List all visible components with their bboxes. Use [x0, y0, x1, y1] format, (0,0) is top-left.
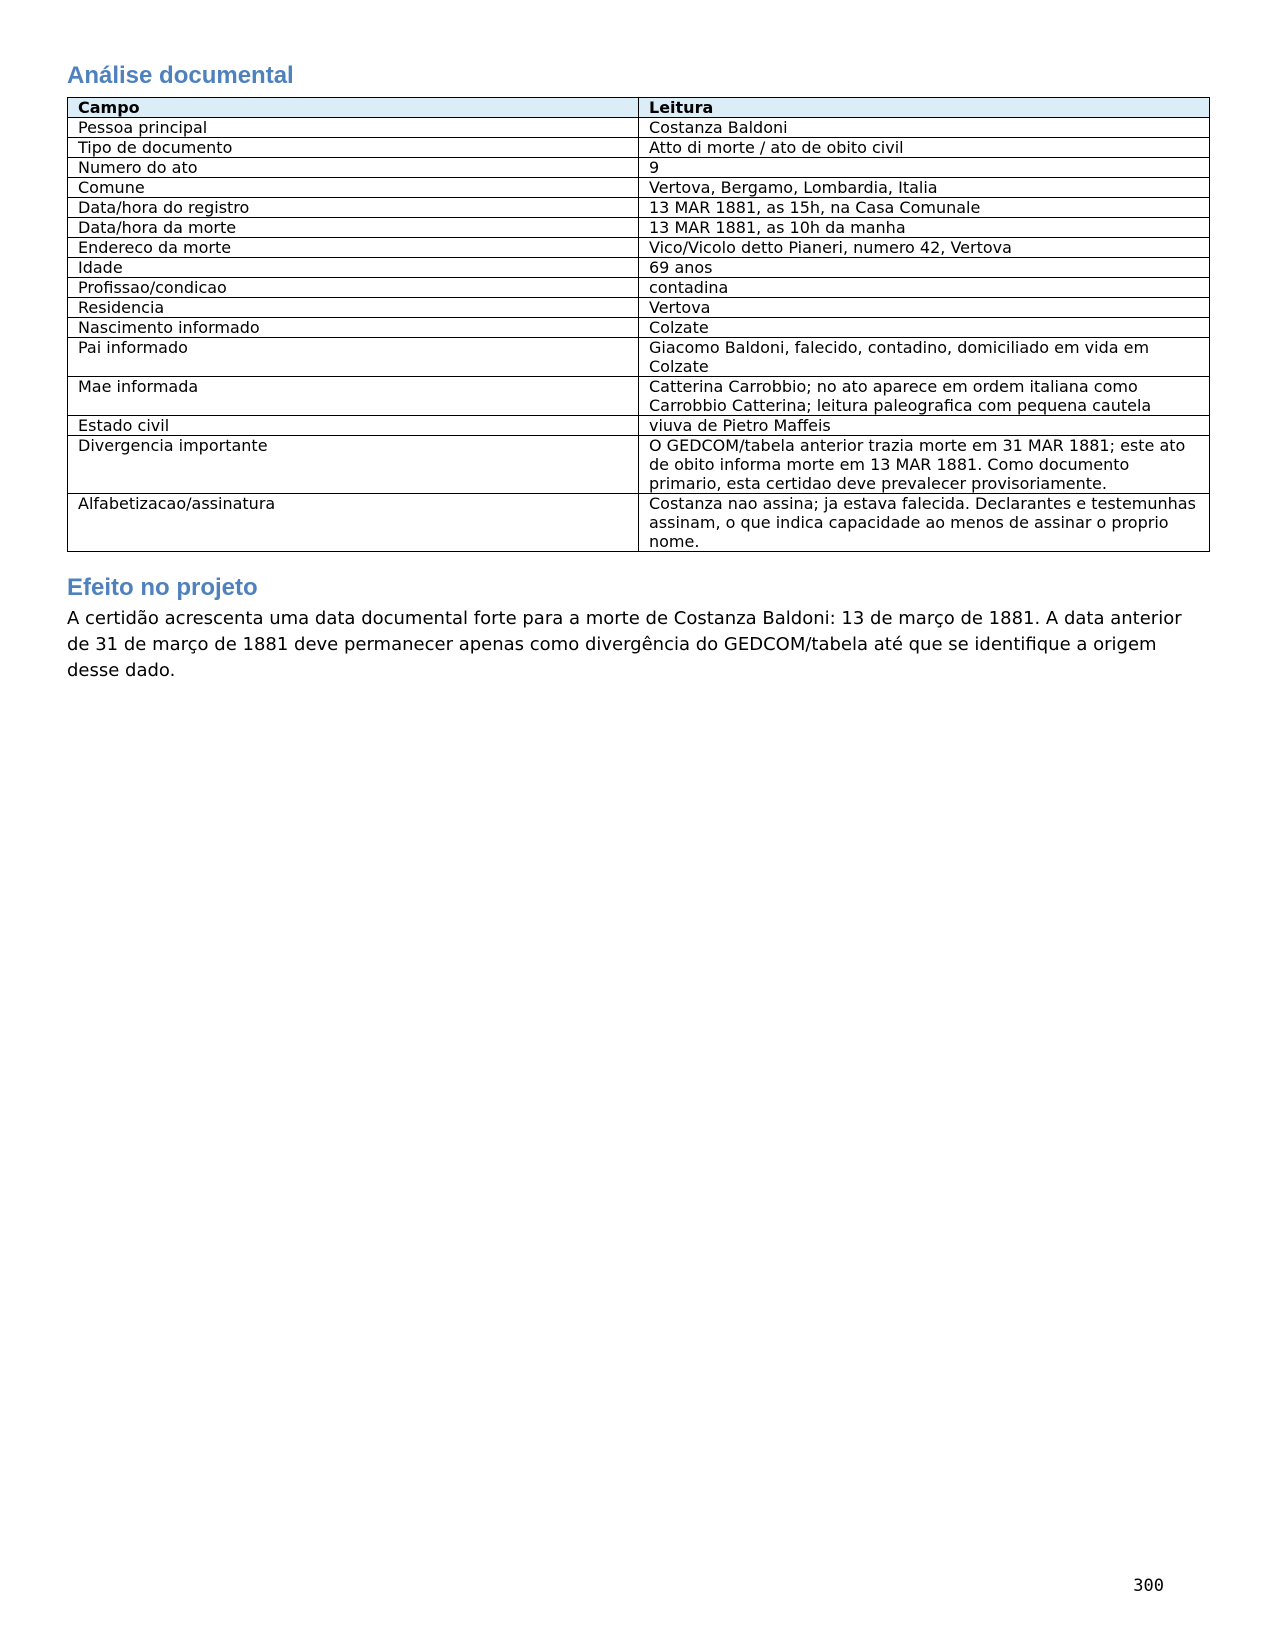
page-number: 300 — [1133, 1576, 1164, 1596]
table-cell-campo: Estado civil — [68, 415, 639, 435]
document-page — [67, 62, 1209, 684]
table-cell-leitura: Vertova — [639, 297, 1210, 317]
table-cell-leitura: contadina — [639, 277, 1210, 297]
table-cell-campo: Tipo de documento — [68, 137, 639, 157]
table-row — [68, 177, 1210, 197]
table-row — [68, 337, 1210, 376]
table-cell-campo: Alfabetizacao/assinatura — [68, 493, 639, 551]
table-cell-campo: Nascimento informado — [68, 317, 639, 337]
analysis-table — [67, 97, 1210, 552]
table-cell-campo: Profissao/condicao — [68, 277, 639, 297]
table-row — [68, 157, 1210, 177]
column-header-leitura: Leitura — [639, 97, 1210, 117]
table-row — [68, 117, 1210, 137]
table-row — [68, 217, 1210, 237]
table-cell-leitura: Colzate — [639, 317, 1210, 337]
table-row — [68, 137, 1210, 157]
table-row — [68, 376, 1210, 415]
table-cell-leitura: 13 MAR 1881, as 10h da manha — [639, 217, 1210, 237]
effect-paragraph: A certidão acrescenta uma data documental forte para a morte de Costanza Baldoni: 13 de março de 1881. A data anterior de 31 de março de 1881 deve permanecer apenas como divergência do GEDCOM/tabela até que se identifique a origem desse dado. — [67, 607, 1182, 681]
section-heading-efeito-no-projeto: Efeito no projeto — [67, 573, 258, 601]
section-heading-analise-documental: Análise documental — [67, 62, 294, 89]
table-cell-leitura: Giacomo Baldoni, falecido, contadino, domiciliado em vida em Colzate — [639, 337, 1210, 376]
table-row — [68, 277, 1210, 297]
table-cell-campo: Idade — [68, 257, 639, 277]
table-cell-leitura: Catterina Carrobbio; no ato aparece em ordem italiana como Carrobbio Catterina; leitura paleografica com pequena cautela — [639, 376, 1210, 415]
table-cell-campo: Pessoa principal — [68, 117, 639, 137]
table-row — [68, 237, 1210, 257]
table-cell-campo: Endereco da morte — [68, 237, 639, 257]
table-row — [68, 415, 1210, 435]
table-cell-campo: Divergencia importante — [68, 435, 639, 493]
table-cell-campo: Numero do ato — [68, 157, 639, 177]
table-cell-campo: Mae informada — [68, 376, 639, 415]
table-cell-leitura: 69 anos — [639, 257, 1210, 277]
table-row — [68, 493, 1210, 551]
column-header-campo: Campo — [68, 97, 639, 117]
table-cell-leitura: 13 MAR 1881, as 15h, na Casa Comunale — [639, 197, 1210, 217]
table-row — [68, 257, 1210, 277]
table-cell-campo: Data/hora do registro — [68, 197, 639, 217]
table-cell-campo: Data/hora da morte — [68, 217, 639, 237]
table-cell-leitura: Atto di morte / ato de obito civil — [639, 137, 1210, 157]
table-cell-campo: Comune — [68, 177, 639, 197]
table-cell-leitura: 9 — [639, 157, 1210, 177]
table-cell-leitura: viuva de Pietro Maffeis — [639, 415, 1210, 435]
table-cell-leitura: O GEDCOM/tabela anterior trazia morte em 31 MAR 1881; este ato de obito informa morte em 13 MAR 1881. Como documento primario, esta certidao deve prevalecer provisoriamente. — [639, 435, 1210, 493]
table-row — [68, 435, 1210, 493]
table-cell-leitura: Vico/Vicolo detto Pianeri, numero 42, Vertova — [639, 237, 1210, 257]
table-cell-leitura: Costanza Baldoni — [639, 117, 1210, 137]
table-body — [68, 117, 1210, 551]
table-cell-campo: Pai informado — [68, 337, 639, 376]
table-cell-leitura: Vertova, Bergamo, Lombardia, Italia — [639, 177, 1210, 197]
table-row — [68, 197, 1210, 217]
table-row — [68, 297, 1210, 317]
table-cell-campo: Residencia — [68, 297, 639, 317]
table-cell-leitura: Costanza nao assina; ja estava falecida. Declarantes e testemunhas assinam, o que indica capacidade ao menos de assinar o proprio nome. — [639, 493, 1210, 551]
table-header-row — [68, 97, 1210, 117]
table-row — [68, 317, 1210, 337]
